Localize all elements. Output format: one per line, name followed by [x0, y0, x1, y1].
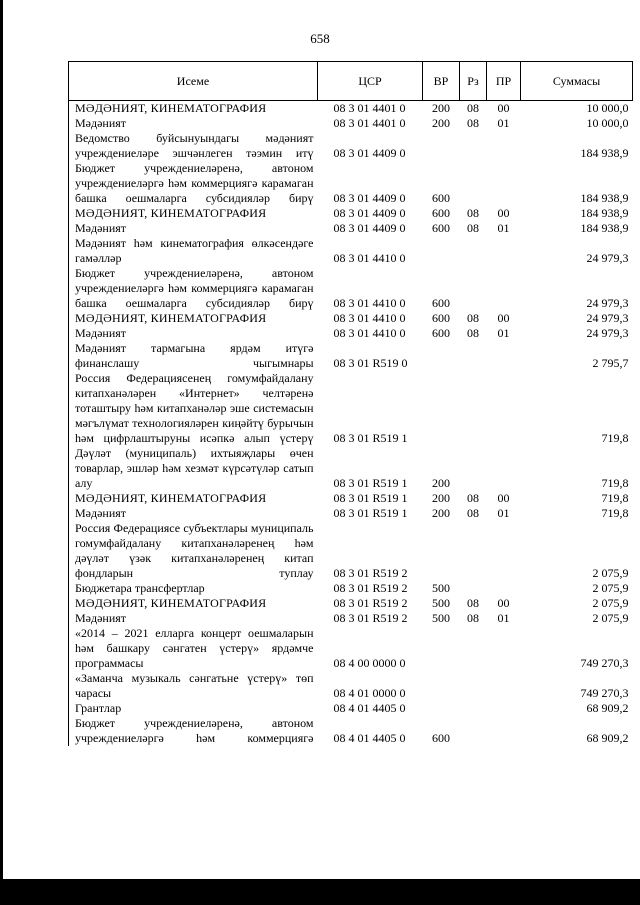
row-csr: 08 3 01 4410 0 — [333, 251, 406, 265]
table-row — [69, 311, 633, 326]
row-rz: 08 — [467, 101, 479, 115]
row-rz: 08 — [467, 311, 479, 325]
row-vr: 600 — [432, 731, 450, 745]
row-pr — [487, 371, 521, 446]
row-vr: 600 — [432, 296, 450, 310]
row-vr: 200 — [432, 491, 450, 505]
table-row — [69, 626, 633, 671]
row-rz: 08 — [467, 506, 479, 520]
row-vr: 600 — [432, 311, 450, 325]
row-rz — [460, 371, 487, 446]
header-name: Исеме — [69, 62, 318, 101]
row-csr: 08 3 01 R519 2 — [333, 566, 408, 580]
row-vr: 500 — [432, 596, 450, 610]
header-pr: ПР — [487, 62, 521, 101]
row-vr: 600 — [432, 221, 450, 235]
row-pr — [487, 521, 521, 581]
row-csr: 08 3 01 R519 1 — [333, 476, 408, 490]
row-pr — [487, 671, 521, 701]
row-sum: 2 075,9 — [592, 611, 629, 625]
row-sum: 719,8 — [601, 491, 629, 505]
table-row — [69, 266, 633, 311]
header-sum: Суммасы — [521, 62, 633, 101]
row-rz — [460, 446, 487, 491]
row-name: Россия Федерациясенең гомумфайдалану китапханәләрен «Интернет» челтәренә тоташтыру һәм китапханәләр эше системасын мәгълүмат технологияләрен киңәйтү бурычын һәм цифрлаштыруны исәпкә алып үстерү — [69, 371, 318, 446]
row-sum: 2 075,9 — [592, 581, 629, 595]
table-row — [69, 341, 633, 371]
row-pr — [487, 581, 521, 596]
row-rz — [460, 716, 487, 746]
table-row — [69, 116, 633, 131]
table-row — [69, 596, 633, 611]
row-csr: 08 3 01 4401 0 — [333, 116, 406, 130]
table-row — [69, 581, 633, 596]
row-csr: 08 3 01 4410 0 — [333, 311, 406, 325]
row-name: Мәдәният һәм кинематография өлкәсендәге гамәлләр — [69, 236, 318, 266]
table-row — [69, 521, 633, 581]
table-row — [69, 131, 633, 161]
row-pr — [487, 341, 521, 371]
row-rz: 08 — [467, 326, 479, 340]
row-sum: 24 979,3 — [586, 251, 629, 265]
row-pr — [487, 161, 521, 206]
row-sum: 2 795,7 — [592, 356, 629, 370]
row-csr: 08 3 01 4409 0 — [333, 146, 406, 160]
row-name: МӘДӘНИЯТ, КИНЕМАТОГРАФИЯ — [69, 311, 318, 326]
scan-edge — [0, 0, 3, 905]
row-rz — [460, 521, 487, 581]
row-pr: 00 — [497, 491, 510, 505]
row-name: Ведомство буйсынуындагы мәдәният учреждениеләре эшчәнлеген тәэмин итү — [69, 131, 318, 161]
table-header-row — [69, 62, 633, 101]
row-sum: 719,8 — [601, 431, 629, 445]
row-rz — [460, 671, 487, 701]
row-pr: 00 — [497, 101, 510, 115]
row-pr: 01 — [497, 116, 510, 130]
row-rz: 08 — [467, 116, 479, 130]
table-row — [69, 491, 633, 506]
page-number: 658 — [310, 31, 330, 46]
row-name: Бюджетара трансфертлар — [69, 581, 318, 596]
row-sum: 184 938,9 — [580, 191, 629, 205]
row-name: «2014 – 2021 елларга концерт оешмаларын һәм башкару сәнгатен үстерү» ярдәмче программасы — [69, 626, 318, 671]
row-name: Мәдәният — [69, 116, 318, 131]
row-sum: 719,8 — [601, 506, 629, 520]
row-csr: 08 3 01 4409 0 — [333, 206, 406, 220]
table-body — [69, 101, 633, 747]
row-vr: 200 — [432, 476, 450, 490]
row-pr — [487, 701, 521, 716]
table-row — [69, 701, 633, 716]
scan-border — [0, 879, 640, 905]
row-rz: 08 — [467, 611, 479, 625]
table-row — [69, 671, 633, 701]
row-pr: 01 — [497, 221, 510, 235]
row-rz — [460, 701, 487, 716]
row-name: Грантлар — [69, 701, 318, 716]
row-csr: 08 4 01 0000 0 — [333, 686, 406, 700]
row-sum: 10 000,0 — [586, 101, 629, 115]
table-row — [69, 161, 633, 206]
row-csr: 08 3 01 R519 2 — [333, 581, 408, 595]
row-sum: 184 938,9 — [580, 146, 629, 160]
row-vr: 200 — [432, 116, 450, 130]
row-pr — [487, 236, 521, 266]
row-name: Мәдәният — [69, 326, 318, 341]
row-name: Мәдәният тармагына ярдәм итүгә финанслашу чыгымнары — [69, 341, 318, 371]
row-csr: 08 3 01 4410 0 — [333, 326, 406, 340]
header-vr: ВР — [423, 62, 460, 101]
table-row — [69, 611, 633, 626]
row-sum: 2 075,9 — [592, 596, 629, 610]
row-sum: 68 909,2 — [586, 731, 629, 745]
row-sum: 184 938,9 — [580, 206, 629, 220]
row-name: Мәдәният — [69, 611, 318, 626]
table-row — [69, 206, 633, 221]
row-name: Бюджет учреждениеләренә, автоном учреждениеләргә һәм коммерциягә карамаган башка оешмаларга субсидияләр бирү — [69, 266, 318, 311]
row-csr: 08 3 01 R519 0 — [333, 356, 408, 370]
table-row — [69, 236, 633, 266]
row-rz: 08 — [467, 596, 479, 610]
row-rz — [460, 581, 487, 596]
row-name: МӘДӘНИЯТ, КИНЕМАТОГРАФИЯ — [69, 491, 318, 506]
row-vr — [423, 236, 460, 266]
row-pr — [487, 446, 521, 491]
row-pr: 01 — [497, 326, 510, 340]
row-pr: 00 — [497, 596, 510, 610]
row-name: Мәдәният — [69, 506, 318, 521]
row-name: «Заманча музыкаль сәнгатьне үстерү» төп чарасы — [69, 671, 318, 701]
row-pr — [487, 131, 521, 161]
row-csr: 08 3 01 R519 1 — [333, 491, 408, 505]
table-row — [69, 326, 633, 341]
table-row — [69, 221, 633, 236]
row-csr: 08 3 01 4401 0 — [333, 101, 406, 115]
row-csr: 08 3 01 4410 0 — [333, 296, 406, 310]
row-pr: 01 — [497, 611, 510, 625]
row-rz: 08 — [467, 221, 479, 235]
row-sum: 68 909,2 — [586, 701, 629, 715]
header-rz: Рз — [460, 62, 487, 101]
row-name: Мәдәният — [69, 221, 318, 236]
row-sum: 24 979,3 — [586, 326, 629, 340]
row-vr — [423, 341, 460, 371]
row-pr: 01 — [497, 506, 510, 520]
row-rz — [460, 236, 487, 266]
table-row — [69, 101, 633, 117]
row-csr: 08 4 00 0000 0 — [333, 656, 406, 670]
row-rz — [460, 161, 487, 206]
row-csr: 08 3 01 4409 0 — [333, 221, 406, 235]
row-sum: 24 979,3 — [586, 311, 629, 325]
table-row — [69, 446, 633, 491]
row-csr: 08 4 01 4405 0 — [333, 731, 406, 745]
row-csr: 08 3 01 R519 1 — [333, 431, 408, 445]
row-sum: 10 000,0 — [586, 116, 629, 130]
row-pr — [487, 626, 521, 671]
header-csr: ЦСР — [318, 62, 423, 101]
row-csr: 08 3 01 R519 2 — [333, 596, 408, 610]
row-name: Бюджет учреждениеләренә, автоном учреждениеләргә һәм коммерциягә — [69, 716, 318, 746]
row-csr: 08 3 01 4409 0 — [333, 191, 406, 205]
row-pr: 00 — [497, 206, 510, 220]
row-rz — [460, 626, 487, 671]
budget-table — [68, 61, 633, 746]
row-vr: 500 — [432, 581, 450, 595]
row-rz: 08 — [467, 206, 479, 220]
row-rz — [460, 266, 487, 311]
row-vr: 600 — [432, 191, 450, 205]
row-name: МӘДӘНИЯТ, КИНЕМАТОГРАФИЯ — [69, 596, 318, 611]
row-sum: 2 075,9 — [592, 566, 629, 580]
row-name: МӘДӘНИЯТ, КИНЕМАТОГРАФИЯ — [69, 101, 318, 117]
row-name: Дәүләт (муниципаль) ихтыяҗлары өчен товарлар, эшләр һәм хезмәт күрсәтүләр сатып алу — [69, 446, 318, 491]
row-pr — [487, 266, 521, 311]
table-row — [69, 371, 633, 446]
row-vr — [423, 626, 460, 671]
row-rz — [460, 341, 487, 371]
row-vr — [423, 131, 460, 161]
row-csr: 08 3 01 R519 1 — [333, 506, 408, 520]
row-csr: 08 3 01 R519 2 — [333, 611, 408, 625]
table-row — [69, 506, 633, 521]
row-vr: 500 — [432, 611, 450, 625]
row-pr: 00 — [497, 311, 510, 325]
row-name: Россия Федерациясе субъектлары муниципаль гомумфайдалану китапханәләренең һәм дәүләт үзәк китапханәләренең китап фондларын туплау — [69, 521, 318, 581]
row-sum: 749 270,3 — [580, 656, 629, 670]
table-row — [69, 716, 633, 746]
row-vr: 600 — [432, 326, 450, 340]
row-name: МӘДӘНИЯТ, КИНЕМАТОГРАФИЯ — [69, 206, 318, 221]
row-vr — [423, 371, 460, 446]
row-pr — [487, 716, 521, 746]
row-vr: 200 — [432, 506, 450, 520]
row-vr — [423, 671, 460, 701]
row-vr: 200 — [432, 101, 450, 115]
row-sum: 184 938,9 — [580, 221, 629, 235]
row-vr — [423, 701, 460, 716]
row-csr: 08 4 01 4405 0 — [333, 701, 406, 715]
row-vr — [423, 521, 460, 581]
row-sum: 24 979,3 — [586, 296, 629, 310]
row-vr: 600 — [432, 206, 450, 220]
row-sum: 749 270,3 — [580, 686, 629, 700]
row-name: Бюджет учреждениеләренә, автоном учреждениеләргә һәм коммерциягә карамаган башка оешмаларга субсидияләр бирү — [69, 161, 318, 206]
row-rz — [460, 131, 487, 161]
row-rz: 08 — [467, 491, 479, 505]
row-sum: 719,8 — [601, 476, 629, 490]
